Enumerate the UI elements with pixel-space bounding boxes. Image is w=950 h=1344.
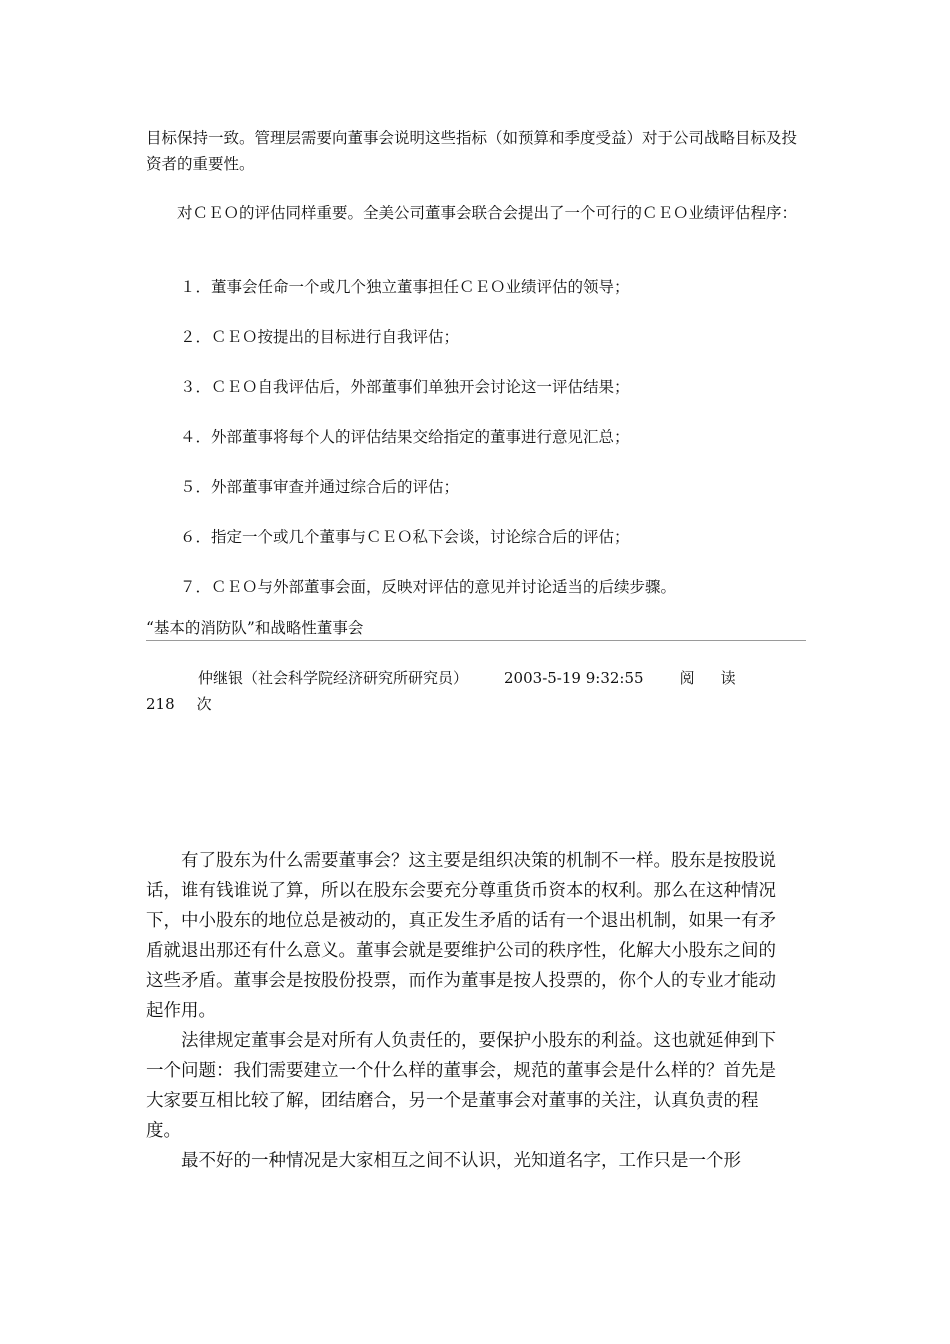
list-item: ２．ＣＥＯ按提出的目标进行自我评估； [180, 328, 460, 346]
ceo-evaluation-intro-paragraph [146, 200, 811, 226]
list-item: ６．指定一个或几个董事与ＣＥＯ私下会谈，讨论综合后的评估； [180, 528, 630, 546]
list-item: １．董事会任命一个或几个独立董事担任ＣＥＯ业绩评估的领导； [180, 278, 630, 296]
article-title: “基本的消防队”和战略性董事会 [146, 619, 364, 637]
title-divider [146, 640, 806, 641]
read-unit: 次 [196, 695, 212, 713]
list-item: ４．外部董事将每个人的评估结果交给指定的董事进行意见汇总； [180, 428, 630, 446]
author: 仲继银（社会科学院经济研究所研究员） [198, 669, 469, 687]
read-label: 阅读 [679, 669, 762, 687]
list-item: ５．外部董事审查并通过综合后的评估； [180, 478, 460, 496]
article-paragraph: 法律规定董事会是对所有人负责任的，要保护小股东的利益。这也就延伸到下一个问题：我们需要建立一个什么样的董事会，规范的董事会是什么样的？首先是大家要互相比较了解，团结磨合，另一个是董事会对董事的关注，认真负责的程度。 [146, 1031, 776, 1141]
list-item: ７．ＣＥＯ与外部董事会面，反映对评估的意见并讨论适当的后续步骤。 [180, 578, 677, 596]
ceo-evaluation-intro-text: 对ＣＥＯ的评估同样重要。全美公司董事会联合会提出了一个可行的ＣＥＯ业绩评估程序： [177, 204, 798, 222]
article-paragraph: 最不好的一种情况是大家相互之间不认识，光知道名字，工作只是一个形 [181, 1151, 741, 1171]
article-body [146, 846, 791, 1176]
article-paragraph: 有了股东为什么需要董事会？这主要是组织决策的机制不一样。股东是按股说话，谁有钱谁说了算，所以在股东会要充分尊重货币资本的权利。那么在这种情况下，中小股东的地位总是被动的，真正发生矛盾的话有一个退出机制，如果一有矛盾就退出那还有什么意义。董事会就是要维护公司的秩序性，化解大小股东之间的这些矛盾。董事会是按股份投票，而作为董事是按人投票的，你个人的专业才能动起作用。 [146, 851, 776, 1021]
publish-date: 2003-5-19 9:32:55 [504, 669, 644, 687]
intro-continuation-paragraph: 目标保持一致。管理层需要向董事会说明这些指标（如预算和季度受益）对于公司战略目标及投资者的重要性。 [146, 129, 798, 173]
article-byline [146, 665, 766, 717]
list-item: ３．ＣＥＯ自我评估后，外部董事们单独开会讨论这一评估结果； [180, 378, 630, 396]
read-count: 218 [146, 695, 175, 713]
